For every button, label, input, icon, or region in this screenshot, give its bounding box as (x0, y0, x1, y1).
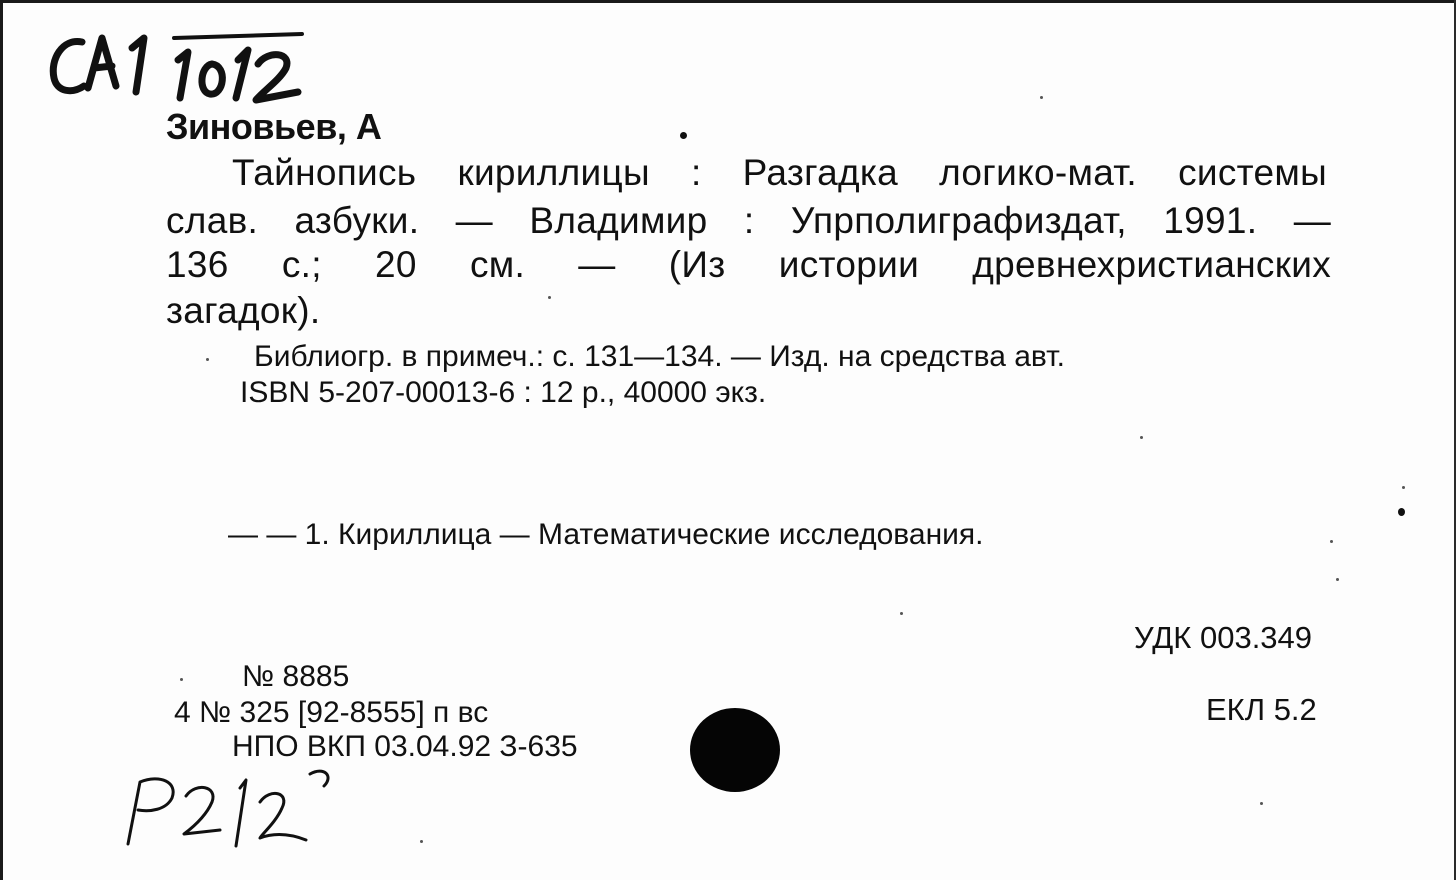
bibliography-note: Библиогр. в примеч.: с. 131—134. — Изд. на средства авт. (254, 340, 1065, 373)
speck (548, 296, 551, 299)
isbn-note: ISBN 5-207-00013-6 : 12 р., 40000 экз. (240, 376, 767, 409)
ekl-code: ЕКЛ 5.2 (1206, 692, 1317, 727)
speck (1336, 578, 1339, 581)
title-line-3: 136 с.; 20 см. — (Из истории древнехристианских (166, 244, 1331, 285)
author-heading: Зиновьев, А (166, 106, 382, 147)
handwritten-code (110, 752, 350, 862)
udk-code: УДК 003.349 (1134, 620, 1313, 655)
card-number: № 8885 (242, 660, 350, 693)
speck (1260, 802, 1263, 805)
punch-hole (690, 708, 780, 792)
speck (1040, 96, 1043, 99)
speck (1140, 436, 1143, 439)
card-left-edge (0, 0, 3, 880)
publisher-imprint: НПО ВКП 03.04.92 З-635 (232, 730, 578, 763)
title-line-4: загадок). (166, 290, 321, 331)
title-line-1: Тайнопись кириллицы : Разгадка логико-мат. системы (232, 152, 1327, 193)
speck (180, 678, 183, 681)
subject-heading: — — 1. Кириллица — Математические исследования. (228, 518, 984, 551)
speck (1330, 540, 1333, 543)
handwritten-shelfmark (40, 20, 320, 110)
speck (206, 358, 209, 361)
speck (1402, 486, 1405, 489)
order-number: 4 № 325 [92-8555] п вс (174, 696, 489, 729)
speck (900, 612, 903, 615)
title-line-2: слав. азбуки. — Владимир : Упрполиграфиздат, 1991. — (166, 200, 1331, 241)
ink-dot (680, 132, 687, 139)
ink-dot (1398, 508, 1405, 516)
card-top-edge (0, 0, 1456, 3)
speck (420, 840, 423, 843)
